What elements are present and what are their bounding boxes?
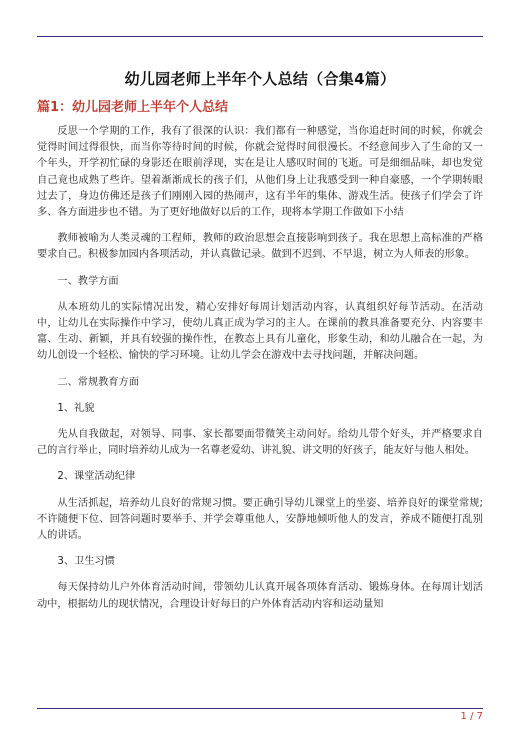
subsection-heading: 2、课堂活动纪律 xyxy=(57,471,136,483)
paragraph: 反思一个学期的工作，我有了很深的认识：我们都有一种感觉，当你追赶时间的时候，你就会觉得时间过得很快，而当你等待时间的时候，你就会觉得时间很漫长。不经意间步入了生命的又一个年头，开学初忙碌的身影还在眼前浮现，实在是让人感叹时间的飞逝。可是细细品味，却也发觉自己竟也成熟了些许。望着渐渐成长的孩子们，从他们身上让我感受到一种自豪感，一个学期转眼过去了，身边仿佛还是孩子们刚刚入园的热闹声，这有半年的集体、游戏生活。使孩子们学会了许多、各方面进步也不错。为了更好地做好以后的工作，现将本学期工作做如下小结 xyxy=(37,126,483,219)
paragraph: 每天保持幼儿户外体育活动时间，带领幼儿认真开展各项体育活动、锻炼身体。在每周计划活动中，根据幼儿的现状情况，合理设计好每日的户外体育活动内容和运动量知 xyxy=(37,582,483,610)
subsection-heading: 3、卫生习惯 xyxy=(57,556,115,568)
header-rule xyxy=(37,36,483,37)
section-title: 篇1：幼儿园老师上半年个人总结 xyxy=(37,100,229,115)
paragraph: 先从自我做起，对领导、同事、家长都要面带微笑主动问好。给幼儿带个好头，并严格要求自己的言行举止，同时培养幼儿成为一名尊老爱幼、讲礼貌、讲文明的好孩子，能友好与他人相处。 xyxy=(37,429,483,457)
footer-rule xyxy=(37,708,483,709)
document-body xyxy=(37,124,483,623)
paragraph: 教师被喻为人类灵魂的工程师，教师的政治思想会直接影响到孩子。我在思想上高标准的严格要求自己。积极参加园内各项活动，并认真做记录。做到不迟到、不早退，树立为人师表的形象。 xyxy=(37,233,483,261)
subsection-heading: 1、礼貌 xyxy=(57,402,95,414)
page-number: 1 / 7 xyxy=(460,711,483,722)
section-heading: 一、教学方面 xyxy=(57,275,119,287)
document-title: 幼儿园老师上半年个人总结（合集4篇） xyxy=(124,70,396,88)
paragraph: 从生活抓起，培养幼儿良好的常规习惯。要正确引导幼儿课堂上的坐姿、培养良好的课堂常规;不许随便下位、回答问题时要举手、并学会尊重他人，安静地倾听他人的发言，养成不随便打乱别人的讲话。 xyxy=(37,497,483,542)
section-heading: 二、常规教育方面 xyxy=(57,376,139,388)
paragraph: 从本班幼儿的实际情况出发，精心安排好每周计划活动内容，认真组织好每节活动。在活动中，让幼儿在实际操作中学习，使幼儿真正成为学习的主人。在课前的教具准备要充分、内容要丰富、生动、新颖，并具有较强的操作性，在教态上具有儿童化，形象生动，和幼儿融合在一起，为幼儿创设一个轻松、愉快的学习环境。让幼儿学会在游戏中去寻找问题，并解决问题。 xyxy=(37,301,483,362)
